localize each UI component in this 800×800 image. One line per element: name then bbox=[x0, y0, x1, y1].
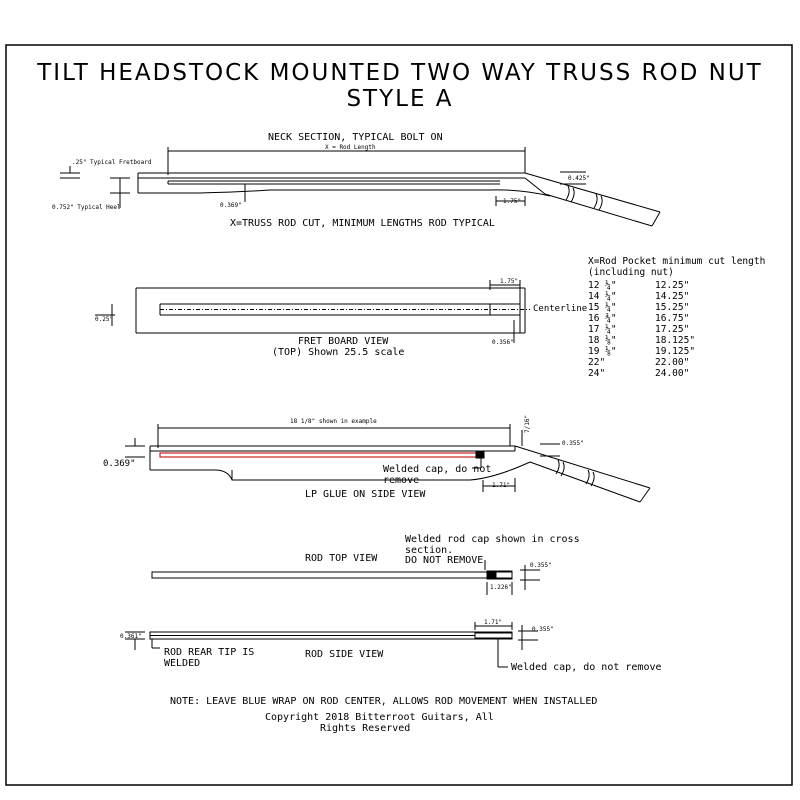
neck-section-caption: X=TRUSS ROD CUT, MINIMUM LENGTHS ROD TYPICAL bbox=[230, 218, 495, 229]
table-scale: 22" bbox=[588, 357, 606, 368]
fretboard-width-dim-label: 0.25" bbox=[95, 316, 114, 323]
table-length: 24.00" bbox=[655, 368, 690, 379]
rod-rear-tip-line-1: ROD REAR TIP IS bbox=[164, 647, 255, 658]
table-length: 16.75" bbox=[655, 313, 690, 324]
table-scale: 18 ⅛" bbox=[588, 335, 617, 346]
rod-side-cap-dim-label: 0.355" bbox=[532, 626, 554, 633]
table-scale: 24" bbox=[588, 368, 606, 379]
copyright-line-2: Rights Reserved bbox=[320, 723, 411, 734]
title-line-1: TILT HEADSTOCK MOUNTED TWO WAY TRUSS ROD NUT bbox=[37, 60, 763, 86]
lp-slot-dim-label: 7/16" bbox=[524, 414, 531, 433]
neck-section-heading: NECK SECTION, TYPICAL BOLT ON bbox=[268, 132, 443, 143]
table-length: 22.00" bbox=[655, 357, 690, 368]
fretboard-dim-label: .25" Typical Fretboard bbox=[72, 159, 152, 166]
fretboard-pocket-dim-label: 1.75" bbox=[500, 278, 519, 285]
rod-pocket-table-heading: X=Rod Pocket minimum cut length bbox=[588, 256, 766, 267]
lp-welded-note-line-1: Welded cap, do not bbox=[383, 464, 492, 475]
rod-top-cap-length-dim-label: 1.226" bbox=[490, 584, 512, 591]
neck-pocket-dim-label: 1.75" bbox=[503, 198, 522, 205]
table-length: 14.25" bbox=[655, 291, 690, 302]
neck-head-dim-label: 0.425" bbox=[568, 175, 590, 182]
rod-side-view-caption: ROD SIDE VIEW bbox=[305, 649, 384, 660]
copyright-line-1: Copyright 2018 Bitterroot Guitars, All bbox=[265, 712, 494, 723]
lp-pocket-dim-label: 1.71" bbox=[492, 482, 511, 489]
table-scale: 12 ¼" bbox=[588, 280, 617, 291]
fretboard-view-subcaption: (TOP) Shown 25.5 scale bbox=[272, 347, 405, 358]
fretboard-view-drawing bbox=[95, 280, 530, 343]
neck-depth-dim-label: 0.369" bbox=[220, 202, 242, 209]
table-length: 17.25" bbox=[655, 324, 690, 335]
table-length: 18.125" bbox=[655, 335, 696, 346]
rod-top-view-caption: ROD TOP VIEW bbox=[305, 553, 378, 564]
rod-side-height-dim-label: 0.361" bbox=[120, 633, 142, 640]
fretboard-nut-dim-label: 0.356" bbox=[492, 339, 514, 346]
lp-view-caption: LP GLUE ON SIDE VIEW bbox=[305, 489, 426, 500]
lp-welded-note-line-2: remove bbox=[383, 475, 420, 486]
table-length: 15.25" bbox=[655, 302, 690, 313]
sheet-border bbox=[6, 45, 792, 785]
lp-head-dim-label: 0.355" bbox=[562, 440, 584, 447]
lp-depth-dim-label: 0.369" bbox=[103, 459, 136, 469]
rod-length-label: X = Rod Length bbox=[325, 144, 376, 151]
table-scale: 15 ¼" bbox=[588, 302, 617, 313]
rod-pocket-table-subheading: (including nut) bbox=[588, 267, 674, 278]
rod-top-cap-dim-label: 0.355" bbox=[530, 562, 552, 569]
rod-top-do-not-remove: DO NOT REMOVE bbox=[405, 555, 484, 566]
rod-rear-tip-line-2: WELDED bbox=[164, 658, 201, 669]
table-length: 12.25" bbox=[655, 280, 690, 291]
rod-side-pocket-dim-label: 1.71" bbox=[484, 619, 503, 626]
table-scale: 17 ¼" bbox=[588, 324, 617, 335]
centerline-label: Centerline bbox=[533, 304, 588, 314]
title-line-2: STYLE A bbox=[346, 86, 454, 112]
heel-dim-label: 0.752" Typical Heel bbox=[52, 204, 121, 211]
table-scale: 19 ⅛" bbox=[588, 346, 617, 357]
lp-length-note: 18 1/8" shown in example bbox=[290, 418, 377, 425]
fretboard-view-caption: FRET BOARD VIEW bbox=[298, 336, 389, 347]
rod-side-welded-note: Welded cap, do not remove bbox=[511, 662, 662, 673]
table-scale: 14 ¼" bbox=[588, 291, 617, 302]
rod-top-welded-note-line-2: section. bbox=[405, 545, 454, 556]
note-text: NOTE: LEAVE BLUE WRAP ON ROD CENTER, ALLOWS ROD MOVEMENT WHEN INSTALLED bbox=[170, 696, 598, 707]
table-scale: 16 ¾" bbox=[588, 313, 617, 324]
rod-top-welded-note-line-1: Welded rod cap shown in cross bbox=[405, 534, 580, 545]
table-length: 19.125" bbox=[655, 346, 696, 357]
